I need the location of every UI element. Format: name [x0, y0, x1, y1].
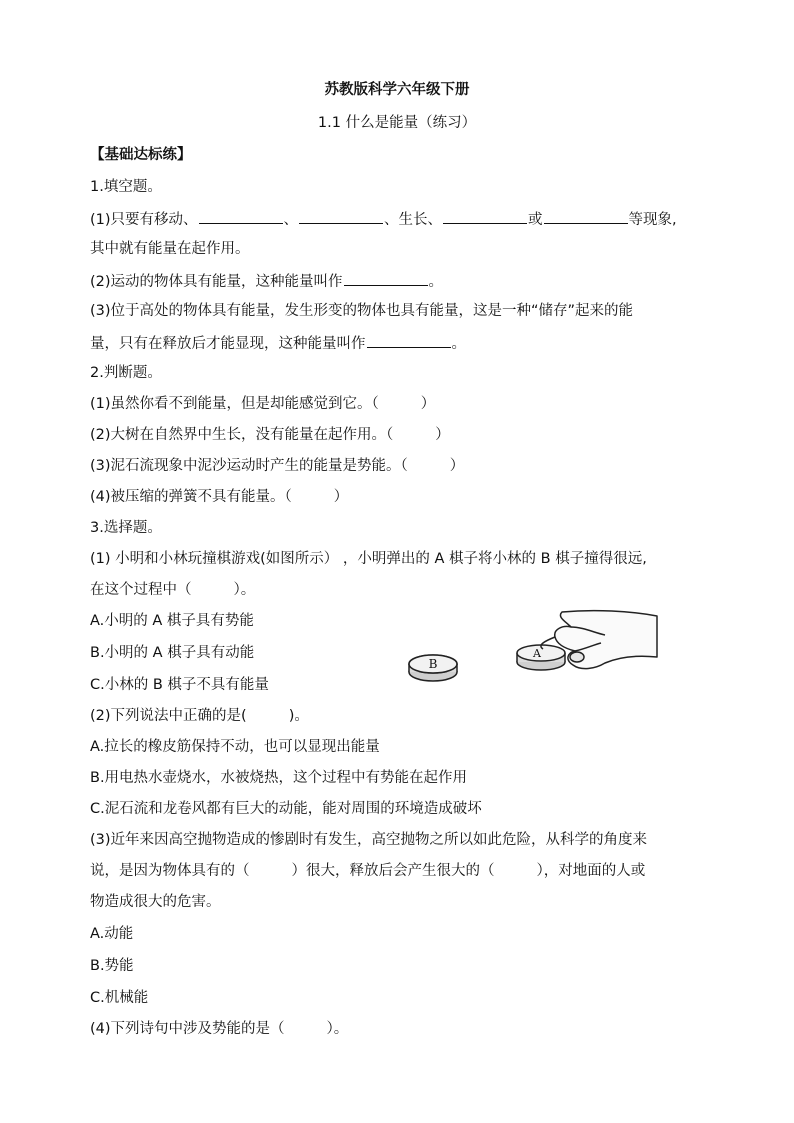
q3-item2-end: )。 — [288, 708, 309, 724]
q1-item1-line2: 其中就有能量在起作用。 — [90, 241, 250, 257]
answer-blank[interactable] — [344, 270, 428, 286]
q3-item3-option-c: C.机械能 — [90, 990, 149, 1006]
q2-item-text: (3)泥石流现象中泥沙运动时产生的能量是势能。（ — [90, 458, 408, 474]
answer-blank[interactable] — [443, 208, 527, 224]
q1-item2 — [90, 270, 443, 292]
q3-item2-option-c: C.泥石流和龙卷风都有巨大的动能，能对周围的环境造成破坏 — [90, 801, 482, 817]
close-paren: ） — [449, 458, 465, 474]
section-label: 【基础达标练】 — [90, 147, 192, 163]
q1-item1-text-c: 或 — [528, 212, 543, 228]
piece-a-icon — [517, 645, 565, 670]
q3-item3-line3: 物造成很大的危害。 — [90, 894, 221, 910]
q2-item — [90, 425, 450, 445]
answer-blank[interactable] — [299, 208, 383, 224]
q3-heading: 3.选择题。 — [90, 520, 162, 536]
q3-item3-text-a: 说，是因为物体具有的（ — [90, 863, 250, 879]
q3-item2-text: (2)下列说法中正确的是( — [90, 708, 247, 724]
page-subtitle: 1.1 什么是能量（练习） — [317, 115, 477, 131]
close-paren: ） — [333, 489, 349, 505]
q1-item1-sep: 、 — [283, 212, 299, 228]
answer-blank[interactable] — [544, 208, 628, 224]
q2-heading: 2.判断题。 — [90, 365, 162, 381]
q3-item1-line1: (1) 小明和小林玩撞棋游戏(如图所示） ，小明弹出的 A 棋子将小林的 B 棋子撞得很远, — [90, 551, 647, 567]
q2-item-text: (1)虽然你看不到能量，但是却能感觉到它。（ — [90, 396, 379, 412]
answer-blank[interactable] — [199, 208, 283, 224]
q2-item-text: (4)被压缩的弹簧不具有能量。（ — [90, 489, 292, 505]
q2-item-text: (2)大树在自然界中生长，没有能量在起作用。（ — [90, 427, 394, 443]
q2-item — [90, 487, 348, 507]
answer-blank[interactable] — [367, 332, 451, 348]
q3-item1-option-b: B.小明的 A 棋子具有动能 — [90, 645, 255, 661]
q2-item — [90, 394, 435, 414]
q1-item1 — [90, 208, 677, 230]
q3-item3-option-a: A.动能 — [90, 926, 134, 942]
q3-item1-end: ）。 — [233, 582, 256, 598]
close-paren: ） — [435, 427, 450, 443]
q3-item1-line2 — [90, 580, 255, 600]
q3-item2-option-b: B.用电热水壶烧水，水被烧热，这个过程中有势能在起作用 — [90, 770, 468, 786]
close-paren: ） — [420, 396, 436, 412]
q3-item4 — [90, 1019, 348, 1039]
chess-flick-figure — [405, 605, 660, 687]
q1-item2-end: 。 — [428, 274, 444, 290]
q3-item1-option-c: C.小林的 B 棋子不具有能量 — [90, 677, 269, 693]
q3-item3-line2 — [90, 861, 645, 881]
q3-item2-option-a: A.拉长的橡皮筋保持不动，也可以显现出能量 — [90, 739, 380, 755]
q1-item3-text: 量，只有在释放后才能显现，这种能量叫作 — [90, 336, 366, 352]
q1-item3-line2 — [90, 332, 466, 354]
q3-item1-text: 在这个过程中（ — [90, 582, 192, 598]
q1-item2-text: (2)运动的物体具有能量，这种能量叫作 — [90, 274, 343, 290]
q1-item1-text-d: 等现象, — [628, 212, 677, 228]
q3-item4-end: ）。 — [326, 1021, 349, 1037]
q3-item3-text-b: ）很大，释放后会产生很大的（ — [291, 863, 495, 879]
q3-item4-text: (4)下列诗句中涉及势能的是（ — [90, 1021, 285, 1037]
piece-b-icon — [409, 655, 457, 681]
piece-b-label: B — [428, 657, 438, 671]
q3-item3-option-b: B.势能 — [90, 958, 134, 974]
page-title: 苏教版科学六年级下册 — [324, 82, 470, 98]
q1-item3-end: 。 — [451, 336, 466, 352]
q1-heading: 1.填空题。 — [90, 179, 162, 195]
q3-item2 — [90, 706, 309, 726]
q3-item3-text-c: ），对地面的人或 — [536, 863, 646, 879]
q1-item1-text-a: (1)只要有移动、 — [90, 212, 198, 228]
piece-a-label: A — [533, 647, 541, 660]
q1-item1-text-b: 、生长、 — [384, 212, 443, 228]
q2-item — [90, 456, 464, 476]
q1-item3-line1: (3)位于高处的物体具有能量，发生形变的物体也具有能量，这是一种“储存”起来的能 — [90, 303, 634, 319]
q3-item1-option-a: A.小明的 A 棋子具有势能 — [90, 613, 254, 629]
q3-item3-line1: (3)近年来因高空抛物造成的惨剧时有发生，高空抛物之所以如此危险，从科学的角度来 — [90, 832, 648, 848]
